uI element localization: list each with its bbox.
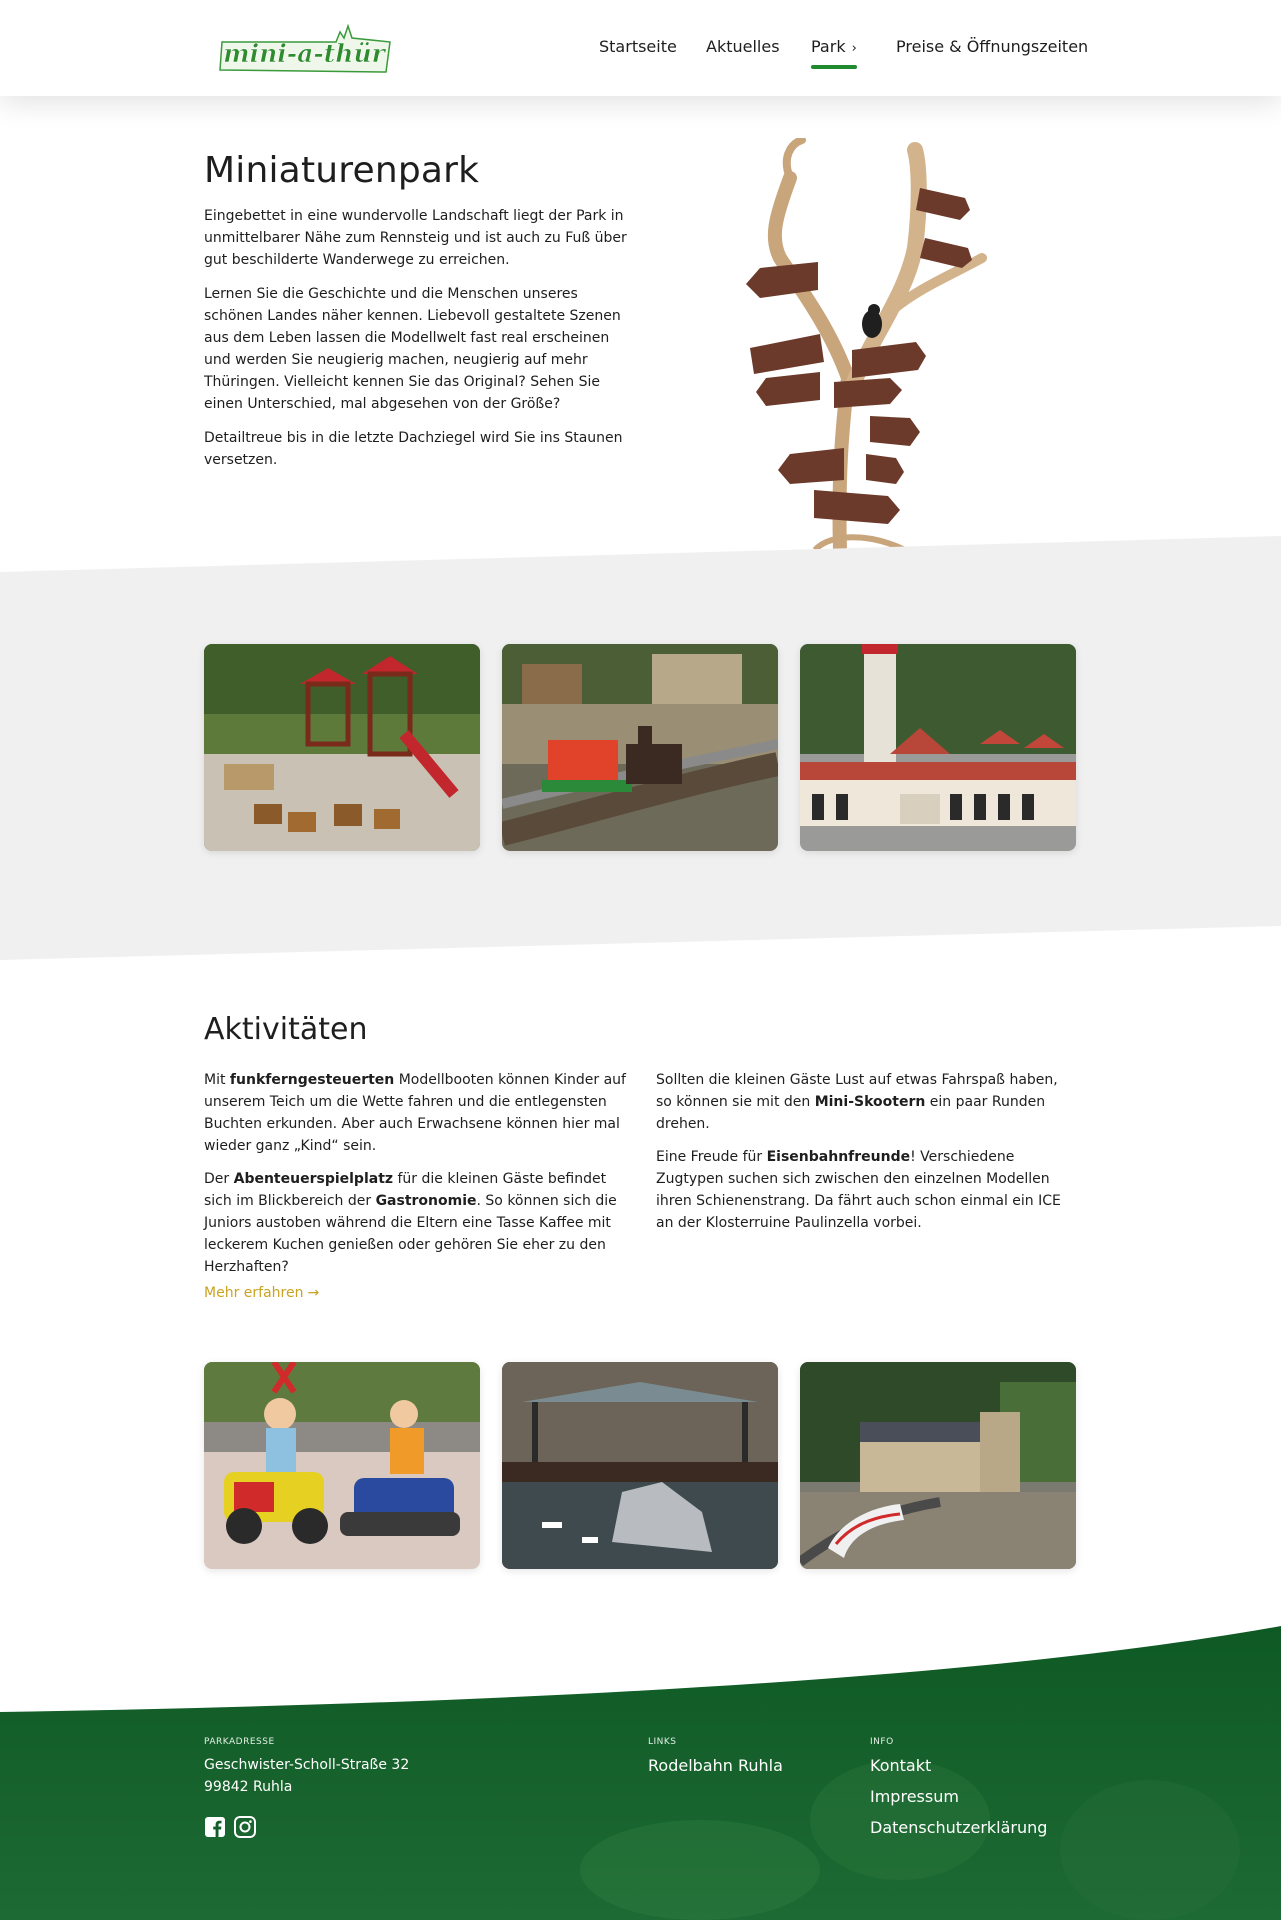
footer-links-label: LINKS [648,1737,677,1747]
highlight-boats: funkferngesteuerten [229,1072,395,1088]
photo-model-building [800,644,1076,851]
intro-paragraph: Eingebettet in eine wundervolle Landschaft liegt der Park in unmittelbarer Nähe zum Rennsteig und ist auch zu Fuß über gut beschilderte Wanderwege zu erreichen. [204,208,627,268]
footer-background [0,1620,1281,1920]
text-fragment: Der [204,1171,234,1187]
activities-left-column [204,1069,636,1289]
footer-link-kontakt[interactable]: Kontakt [870,1756,932,1775]
activity-boats-text [204,1069,636,1157]
intro-paragraph: Detailtreue bis in die letzte Dachziegel wird Sie ins Staunen versetzen. [204,430,623,468]
activities-title: Aktivitäten [204,1012,368,1047]
text-fragment: Modellbooten können Kinder auf unserem Teich um die Wette fahren und die entlegensten Buchten erkunden. Aber auch Erwachsene können hier mal wieder ganz „Kind“ sein. [204,1072,626,1154]
logo-text: mini-a-thür [223,39,385,68]
text-fragment: für die kleinen Gäste befindet sich im Blickbereich der [204,1171,607,1209]
text-fragment: ein paar Runden drehen. [656,1094,1046,1132]
highlight-gastronomy: Gastronomie [375,1193,477,1209]
more-info-link[interactable] [204,1285,319,1301]
text-fragment: ! Verschiedene Zugtypen suchen sich zwischen den einzelnen Modellen ihren Schienenstrang. Da fährt auch schon einmal ein ICE an der Klosterruine Paulinzella vorbei. [656,1149,1061,1231]
instagram-icon[interactable] [234,1816,256,1838]
nav-park-label: Park [811,37,846,56]
site-header [0,0,1281,96]
photo-ice-train [800,1362,1076,1569]
nav-startseite[interactable]: Startseite [599,37,677,56]
text-fragment: Sollten die kleinen Gäste Lust auf etwas Fahrspaß haben, so können sie mit den [656,1072,1058,1110]
text-fragment: Eine Freude für [656,1149,767,1165]
footer-street: Geschwister-Scholl-Straße 32 [204,1757,410,1773]
facebook-icon[interactable] [204,1816,226,1838]
activity-playground-text [204,1168,636,1278]
main-nav [0,0,1281,96]
nav-park[interactable] [811,37,857,56]
nav-aktuelles[interactable]: Aktuelles [706,37,780,56]
highlight-railway: Eisenbahnfreunde [766,1149,911,1165]
footer-link-datenschutz[interactable]: Datenschutzerklärung [870,1818,1048,1837]
highlight-skooter: Mini-Skootern [814,1094,926,1110]
text-fragment: Mit [204,1072,230,1088]
activity-skooter-text [656,1069,1076,1135]
footer-link-rodelbahn[interactable]: Rodelbahn Ruhla [648,1756,783,1775]
footer-info-label: INFO [870,1737,894,1747]
arrow-right-icon: → [307,1285,320,1301]
highlight-playground: Abenteuerspielplatz [233,1171,394,1187]
intro-paragraph: Lernen Sie die Geschichte und die Menschen unseres schönen Landes näher kennen. Liebevoll gestaltete Szenen aus dem Leben lassen die Modellwelt fast real erscheinen und werden Sie neugierig machen, neugierig auf mehr Thüringen. Vielleicht kennen Sie das Original? Sehen Sie einen Unterschied, mal abgesehen von der Größe? [204,286,621,412]
nav-preise[interactable]: Preise & Öffnungszeiten [896,37,1089,56]
chevron-right-icon: › [851,41,857,56]
photo-model-train [502,644,778,851]
activity-railway-text [656,1146,1076,1234]
signpost-image [720,138,1000,550]
footer-link-impressum[interactable]: Impressum [870,1787,959,1806]
footer-city: 99842 Ruhla [204,1779,293,1795]
photo-mini-skooter [204,1362,480,1569]
footer-address-label: PARKADRESSE [204,1737,275,1747]
page-title: Miniaturenpark [204,150,480,191]
more-info-label: Mehr erfahren [204,1285,304,1301]
photo-playground [204,644,480,851]
intro-text [204,205,634,483]
activities-right-column [656,1069,1076,1245]
text-fragment: . So können sich die Juniors austoben während die Eltern eine Tasse Kaffee mit leckerem Kuchen genießen oder gehören Sie eher zu den Herzhaften? [204,1193,617,1275]
photo-boat-pond [502,1362,778,1569]
